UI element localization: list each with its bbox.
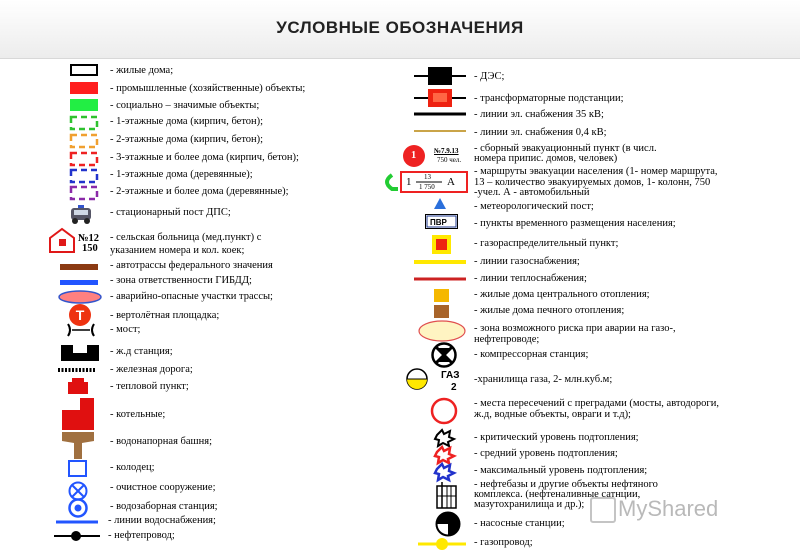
stove-heating-house-icon [434, 305, 450, 319]
compressor-station-icon [431, 342, 457, 368]
label-diesel-power-station: - ДЭС; [474, 71, 505, 82]
one-storey-wooden-icon [70, 169, 98, 183]
label-power-line-35: - линии эл. снабжения 35 кВ; [474, 109, 604, 120]
obstacle-crossing-icon [430, 397, 458, 425]
gas-supply-line-icon [414, 259, 468, 265]
risk-zone-icon [418, 320, 466, 342]
label-oil-pipeline: - нефтепровод; [108, 530, 175, 541]
critical-flood-level-icon [434, 429, 456, 447]
label-hospital-1: - сельская больница (мед.пункт) с [110, 232, 262, 243]
label-helipad: - вертолётная площадка; [110, 310, 220, 321]
boiler-house-icon [62, 398, 96, 432]
federal-highway-icon [60, 263, 100, 271]
label-two-storey-wooden: - 2-этажные и более дома (деревянные); [110, 186, 289, 197]
oil-pipeline-icon [54, 529, 102, 543]
label-bridge: - мост; [110, 324, 141, 335]
railway-station-icon [60, 340, 100, 362]
label-transformer: - трансформаторные подстанции; [474, 93, 624, 104]
label-traffic-police-zone: - зона ответственности ГИБДД; [110, 275, 252, 286]
label-obstacle-crossing-2: ж.д, водные объекты, овраги и т.д); [474, 409, 631, 420]
label-oil-depot-3: мазутохранилища и др.); [474, 499, 585, 510]
label-one-storey-brick: - 1-этажные дома (кирпич, бетон); [110, 116, 264, 127]
diesel-power-station-icon [414, 66, 468, 86]
power-line-04kv-icon [414, 129, 468, 133]
industrial-object-icon [70, 82, 98, 94]
shelter-tag: ПВР [430, 218, 447, 227]
label-boiler-house: - котельные; [110, 409, 166, 420]
label-power-line-04: - линии эл. снабжения 0,4 кВ; [474, 127, 607, 138]
water-tower-icon [60, 432, 96, 460]
route-houses: 13 [424, 173, 431, 181]
label-risk-zone-1: - зона возможного риска при аварии на газо-, [474, 323, 676, 334]
label-stove-heating: - жилые дома печного отопления; [474, 305, 625, 316]
route-number: 1 [406, 176, 412, 188]
gas-distribution-point-icon [432, 235, 452, 255]
label-medium-flood: - средний уровень подтопления; [474, 448, 618, 459]
label-treatment-plant: - очистное сооружение; [110, 482, 216, 493]
gas-storage-tag: ГАЗ [441, 370, 460, 381]
label-one-storey-wooden: - 1-этажные дома (деревянные); [110, 169, 253, 180]
assembly-point-people: 750 чел. [437, 156, 462, 164]
heat-point-icon [68, 378, 90, 394]
label-gas-distribution: - газораспределительный пункт; [474, 238, 619, 249]
label-residential: - жилые дома; [110, 65, 174, 76]
label-two-storey-brick: - 2-этажные дома (кирпич, бетон); [110, 134, 264, 145]
route-type: А [447, 176, 455, 188]
label-central-heating: - жилые дома центрального отопления; [474, 289, 650, 300]
hospital-number: №12 [78, 233, 100, 244]
page-title: УСЛОВНЫЕ ОБОЗНАЧЕНИЯ [276, 18, 524, 37]
medium-flood-level-icon [434, 446, 456, 464]
water-supply-line-icon [56, 519, 100, 525]
label-heat-point: - тепловой пункт; [110, 381, 189, 392]
well-icon [68, 460, 88, 478]
label-evacuation-route-1: - маршруты эвакуации населения (1- номер маршрута, [474, 166, 718, 177]
label-water-supply-line: - линии водоснабжения; [108, 515, 216, 526]
label-water-intake: - водозаборная станция; [110, 501, 218, 512]
transformer-substation-icon [414, 88, 468, 108]
two-storey-wooden-icon [70, 186, 98, 200]
label-evacuation-route-3: -учел. А - автомобильный [474, 187, 590, 198]
label-police-post: - стационарный пост ДПС; [110, 207, 231, 218]
label-oil-depot-2: комплекса. (нефтеналивные сатнции, [474, 489, 641, 500]
title-bar [0, 0, 800, 59]
label-compressor-station: - компрессорная станция; [474, 349, 589, 360]
assembly-point-code: №7.9.13 [434, 147, 459, 155]
two-storey-brick-icon [70, 134, 98, 148]
label-weather-station: - метеорологический пост; [474, 201, 594, 212]
label-water-tower: - водонапорная башня; [110, 436, 212, 447]
label-federal-highway: - автотрассы федерального значения [110, 260, 273, 271]
label-assembly-point-2: номера припис. домов, человек) [474, 153, 618, 164]
label-temporary-shelter: - пункты временного размещения населения; [474, 218, 676, 229]
heat-supply-line-icon [414, 276, 468, 282]
label-evacuation-route-2: 13 – количество эвакуируемых домов, 1- колонн, 750 [474, 177, 711, 188]
dangerous-road-section-icon [58, 290, 102, 304]
label-heat-supply-line: - линии теплоснабжения; [474, 273, 587, 284]
svg-text:Т: Т [75, 307, 85, 323]
label-hospital-2: указанием номера и кол. коек; [110, 245, 245, 256]
central-heating-house-icon [434, 289, 450, 303]
label-gas-storage: -хранилища газа, 2- млн.куб.м; [474, 374, 613, 385]
gas-storage-icon [402, 368, 432, 390]
watermark-text: MyShared [618, 496, 719, 521]
pump-station-icon [435, 511, 461, 537]
label-well: - колодец; [110, 462, 155, 473]
gas-pipeline-icon [418, 537, 468, 551]
label-gas-pipeline: - газопровод; [474, 537, 533, 548]
oil-depot-icon [436, 482, 458, 510]
label-gas-supply-line: - линии газоснабжения; [474, 256, 580, 267]
hospital-beds: 150 [82, 243, 98, 254]
label-risk-zone-2: нефтепроводе; [474, 334, 540, 345]
social-object-icon [70, 99, 98, 111]
label-railway-station: - ж.д станция; [110, 346, 173, 357]
label-pump-station: - насосные станции; [474, 518, 565, 529]
label-max-flood: - максимальный уровень подтопления; [474, 465, 648, 476]
assembly-point-number: 1 [411, 150, 417, 161]
bridge-icon [66, 323, 96, 337]
one-storey-brick-icon [70, 116, 98, 130]
three-storey-brick-icon [70, 152, 98, 166]
railway-icon [58, 367, 98, 373]
residential-house-icon [70, 64, 98, 76]
label-railway: - железная дорога; [110, 364, 193, 375]
weather-station-icon [433, 198, 447, 210]
water-intake-station-icon [68, 498, 88, 518]
power-line-35kv-icon [414, 111, 468, 117]
label-assembly-point-1: - сборный эвакуационный пункт (в числ. [474, 143, 657, 154]
label-industrial: - промышленные (хозяйственные) объекты; [110, 83, 306, 94]
label-critical-flood: - критический уровень подтопления; [474, 432, 639, 443]
label-obstacle-crossing-1: - места пересечений с преградами (мосты, автодороги, [474, 398, 719, 409]
label-social: - социально – значимые объекты; [110, 100, 260, 111]
label-dangerous-road: - аварийно-опасные участки трассы; [110, 291, 273, 302]
route-columns-people: 1 750 [419, 183, 435, 191]
traffic-police-zone-icon [60, 279, 100, 287]
police-post-icon [68, 204, 94, 226]
gas-storage-volume: 2 [451, 382, 457, 393]
max-flood-level-icon [434, 463, 456, 481]
label-three-storey-brick: - 3-этажные и более дома (кирпич, бетон); [110, 152, 299, 163]
hospital-icon [48, 226, 80, 254]
label-oil-depot-1: - нефтебазы и другие объекты нефтяного [474, 479, 658, 490]
watermark-logo-icon [590, 497, 616, 523]
